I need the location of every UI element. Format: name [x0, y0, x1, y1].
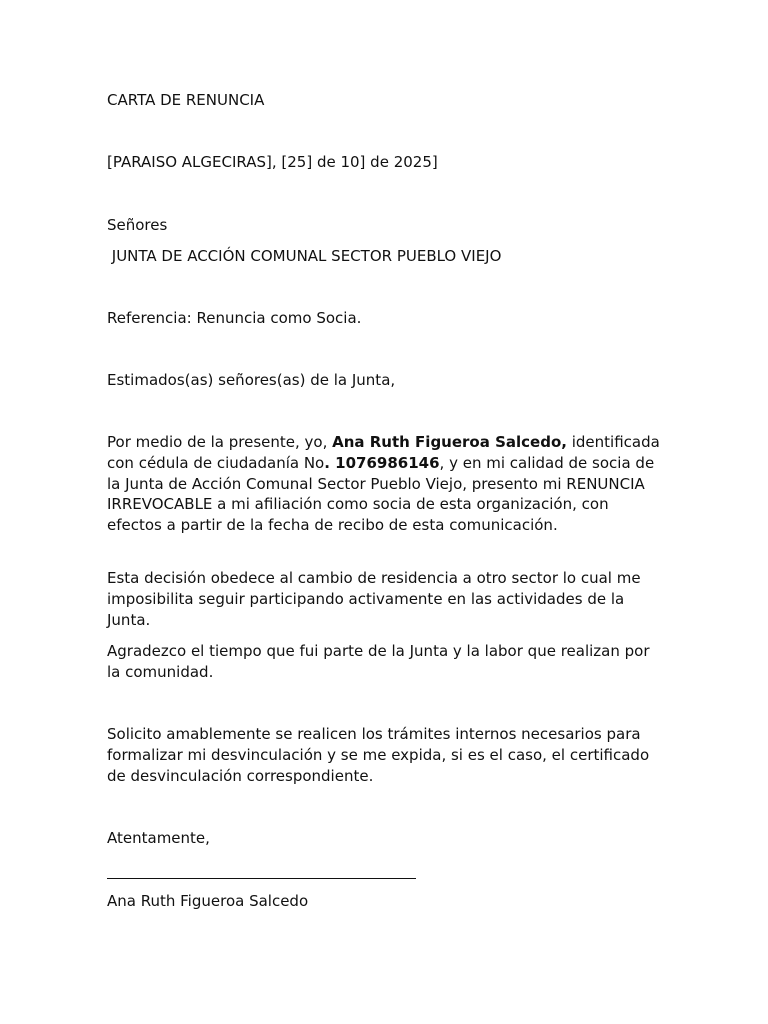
- body-paragraph-4: [107, 724, 663, 786]
- organization-name: JUNTA DE ACCIÓN COMUNAL SECTOR PUEBLO VIEJO: [107, 247, 502, 265]
- p3-text: Agradezco el tiempo que fui parte de la Junta y la labor que realizan por la comunidad.: [107, 642, 650, 681]
- signature-line: [107, 878, 416, 879]
- id-number: . 1076986146: [324, 453, 440, 472]
- body-paragraph-2: [107, 568, 663, 630]
- reference-line: Referencia: Renuncia como Socia.: [107, 309, 362, 327]
- place-date: [PARAISO ALGECIRAS], [25] de 10] de 2025]: [107, 153, 438, 171]
- signature-name: Ana Ruth Figueroa Salcedo: [107, 892, 309, 910]
- member-name: Ana Ruth Figueroa Salcedo,: [332, 433, 567, 451]
- p1-intro: Por medio de la presente, yo,: [107, 433, 333, 451]
- p1-rest: , y en mi calidad de socia de la Junta de Acción Comunal Sector Pueblo Viejo, presento mi RENUNCIA IRREVOCABLE a mi afiliación como socia de esta organización, con efectos a partir de la fecha de recibo de esta comunicación.: [107, 453, 655, 535]
- p2-text: Esta decisión obedece al cambio de residencia a otro sector lo cual me imposibilita seguir participando activamente en las actividades de la Junta.: [107, 569, 641, 629]
- body-paragraph-3: [107, 641, 663, 683]
- addressee-salutation: Señores: [107, 216, 168, 234]
- greeting: Estimados(as) señores(as) de la Junta,: [107, 371, 396, 389]
- p1-id-text: identificada con cédula de ciudadanía No: [107, 433, 660, 472]
- p4-text: Solicito amablemente se realicen los trámites internos necesarios para formalizar mi desvinculación y se me expida, si es el caso, el certificado de desvinculación correspondiente.: [107, 725, 650, 785]
- closing: Atentamente,: [107, 829, 210, 847]
- letter-title: CARTA DE RENUNCIA: [107, 91, 265, 109]
- body-paragraph-1: [107, 432, 663, 536]
